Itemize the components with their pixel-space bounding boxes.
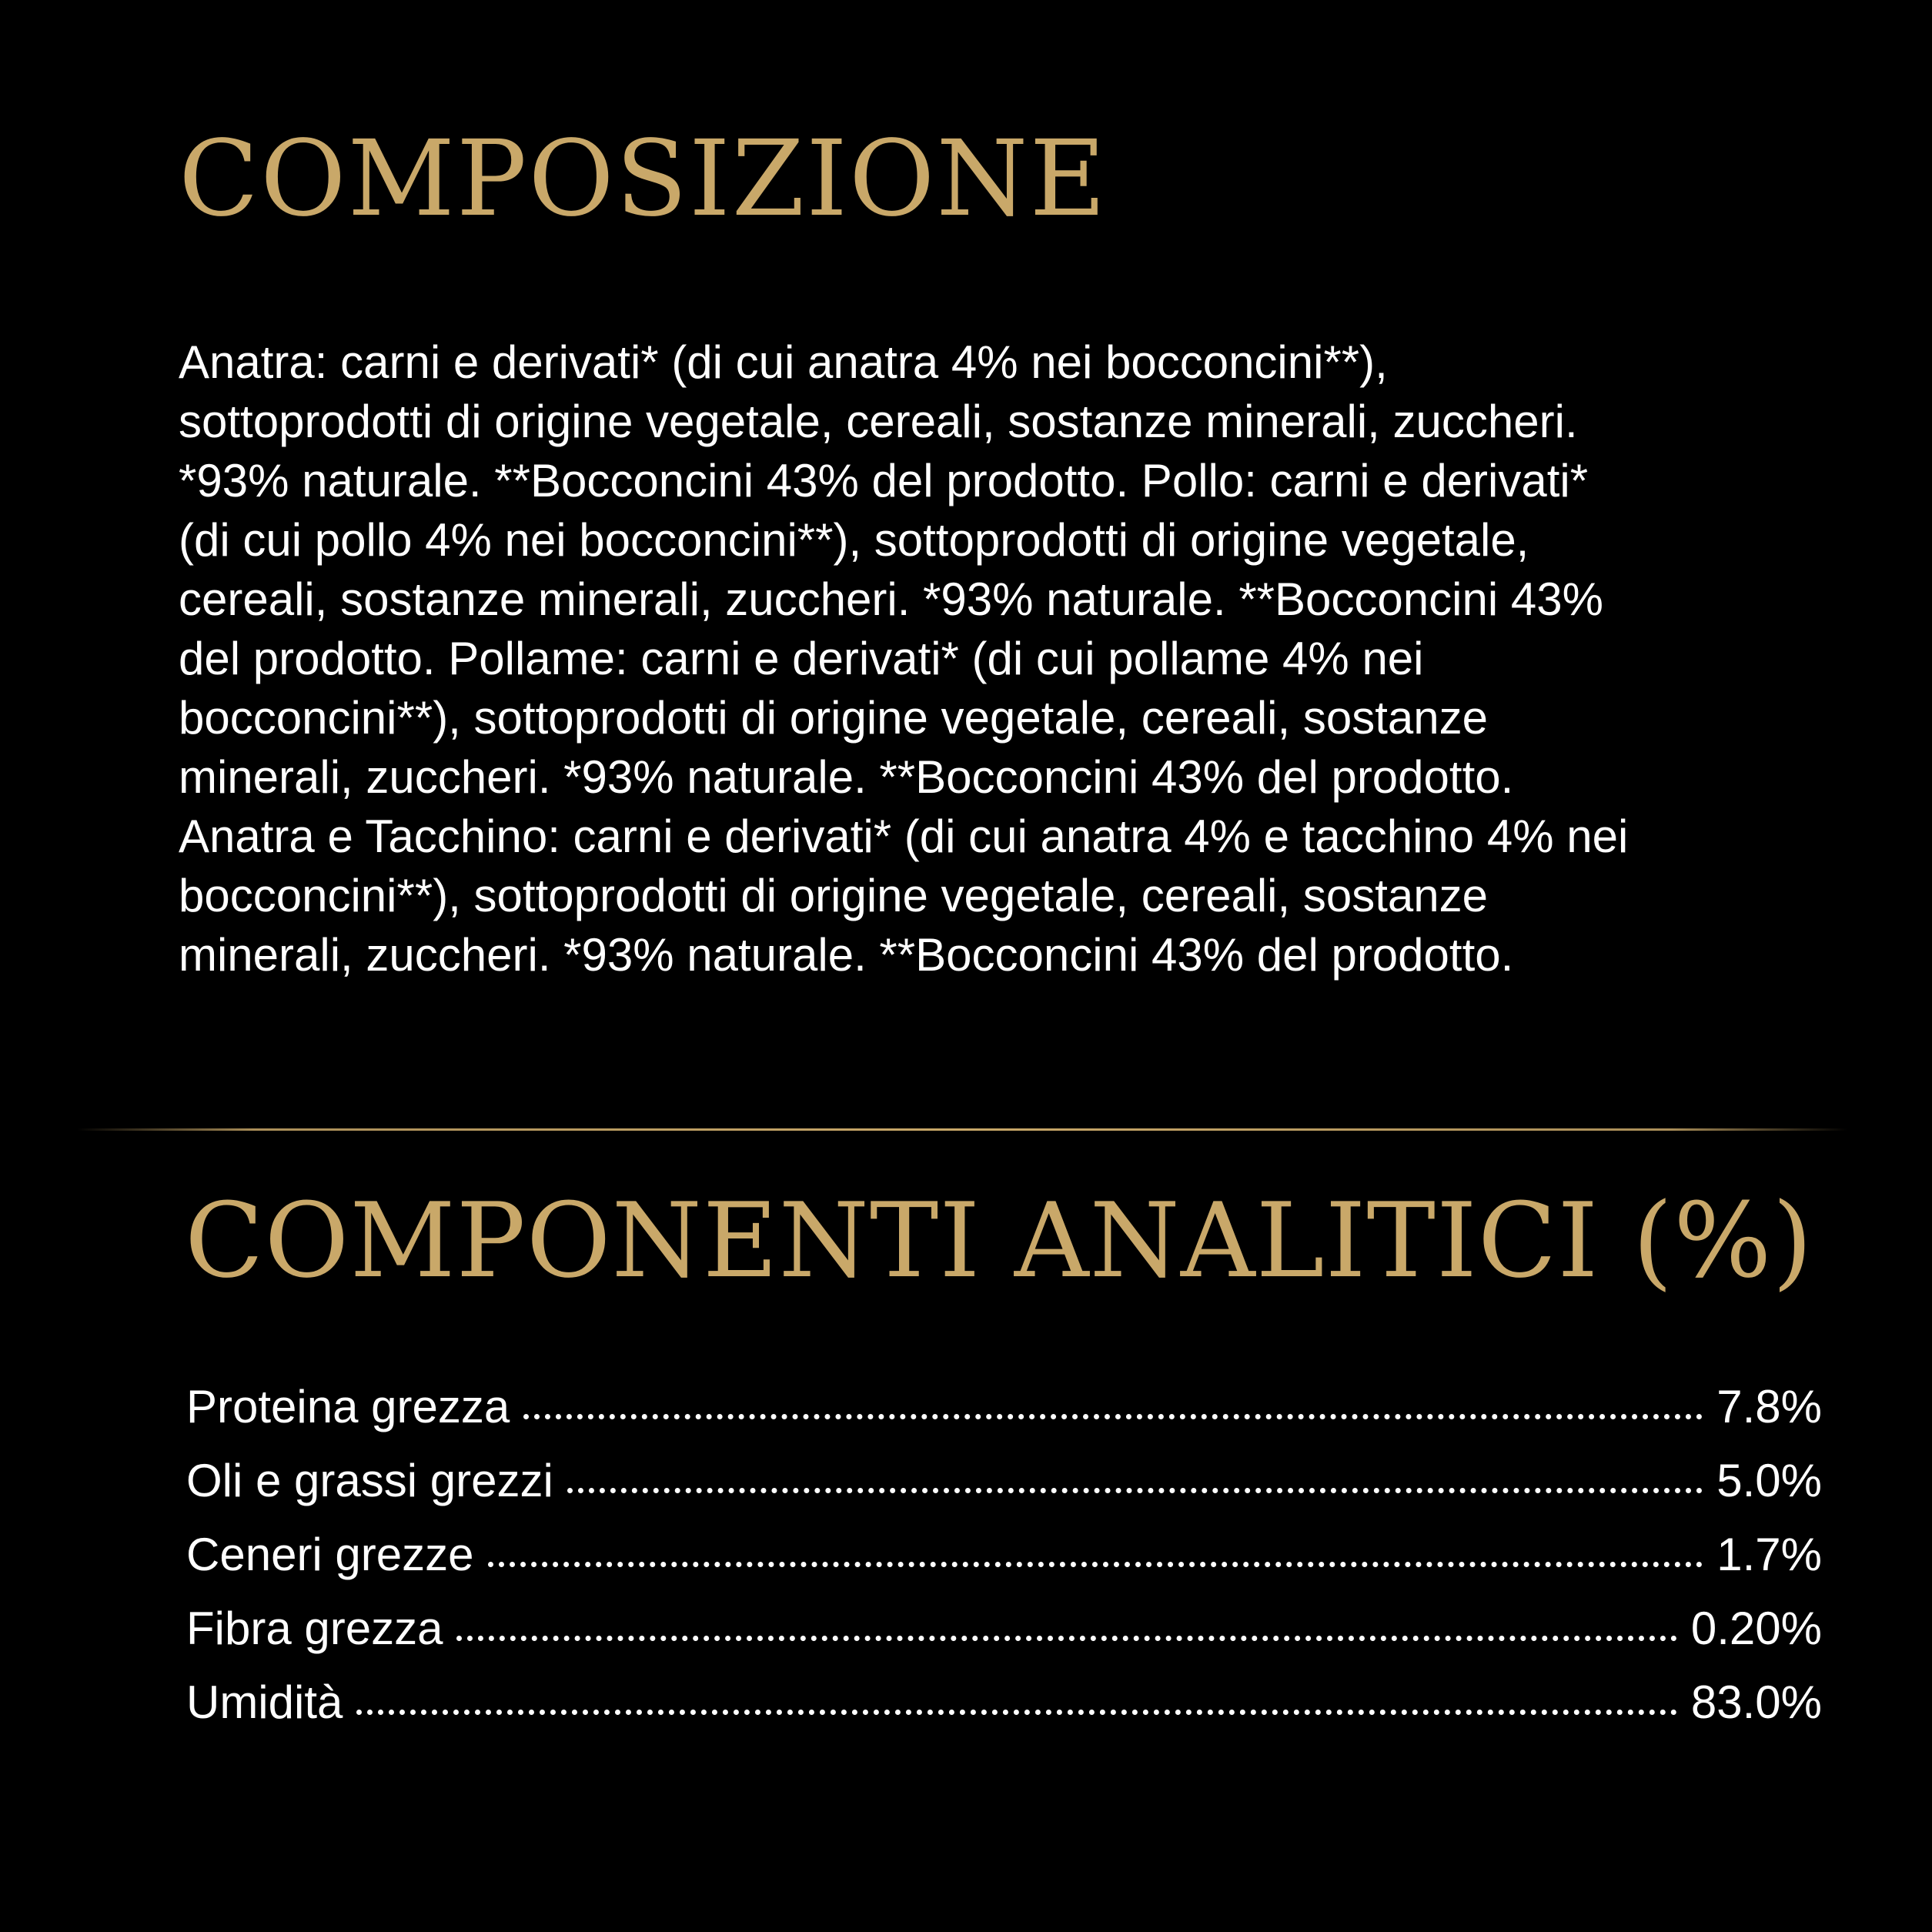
dot-leader xyxy=(523,1414,1703,1419)
composition-line: del prodotto. Pollame: carni e derivati* (di cui pollame 4% nei xyxy=(179,633,1424,684)
analysis-label: Umidità xyxy=(186,1676,343,1728)
section-divider xyxy=(77,1128,1847,1131)
composition-line: minerali, zuccheri. *93% naturale. **Bocconcini 43% del prodotto. xyxy=(179,751,1514,803)
analysis-label: Proteina grezza xyxy=(186,1381,510,1432)
composition-line: bocconcini**), sottoprodotti di origine vegetale, cereali, sostanze xyxy=(179,870,1488,921)
analysis-value: 0.20% xyxy=(1690,1603,1822,1654)
analysis-label: Oli e grassi grezzi xyxy=(186,1455,553,1506)
analysis-list xyxy=(186,1370,1822,1740)
analysis-label: Ceneri grezze xyxy=(186,1529,474,1580)
composition-line: (di cui pollo 4% nei bocconcini**), sottoprodotti di origine vegetale, xyxy=(179,514,1529,566)
composition-line: sottoprodotti di origine vegetale, cereali, sostanze minerali, zuccheri. xyxy=(179,396,1578,447)
analysis-value: 83.0% xyxy=(1690,1676,1822,1728)
analysis-value: 5.0% xyxy=(1716,1455,1822,1506)
dot-leader xyxy=(488,1562,1703,1567)
composition-line: bocconcini**), sottoprodotti di origine vegetale, cereali, sostanze xyxy=(179,692,1488,744)
analysis-row-moisture xyxy=(186,1666,1822,1740)
composition-line: cereali, sostanze minerali, zuccheri. *93% naturale. **Bocconcini 43% xyxy=(179,573,1603,625)
composition-line: Anatra e Tacchino: carni e derivati* (di cui anatra 4% e tacchino 4% nei xyxy=(179,811,1629,862)
analysis-row-fat xyxy=(186,1444,1822,1518)
analysis-title: COMPONENTI ANALITICI (%) xyxy=(185,1181,1813,1301)
analysis-value: 7.8% xyxy=(1716,1381,1822,1432)
composition-title: COMPOSIZIONE xyxy=(179,119,1108,240)
composition-text xyxy=(179,333,1841,984)
analysis-value: 1.7% xyxy=(1716,1529,1822,1580)
dot-leader xyxy=(456,1636,1676,1641)
analysis-label: Fibra grezza xyxy=(186,1603,443,1654)
analysis-row-fibre xyxy=(186,1592,1822,1666)
dot-leader xyxy=(356,1710,1676,1715)
composition-line: minerali, zuccheri. *93% naturale. **Bocconcini 43% del prodotto. xyxy=(179,929,1514,981)
composition-line: Anatra: carni e derivati* (di cui anatra 4% nei bocconcini**), xyxy=(179,336,1388,388)
analysis-row-protein xyxy=(186,1370,1822,1444)
analysis-row-ash xyxy=(186,1518,1822,1592)
composition-line: *93% naturale. **Bocconcini 43% del prodotto. Pollo: carni e derivati* xyxy=(179,455,1589,506)
dot-leader xyxy=(567,1488,1703,1493)
